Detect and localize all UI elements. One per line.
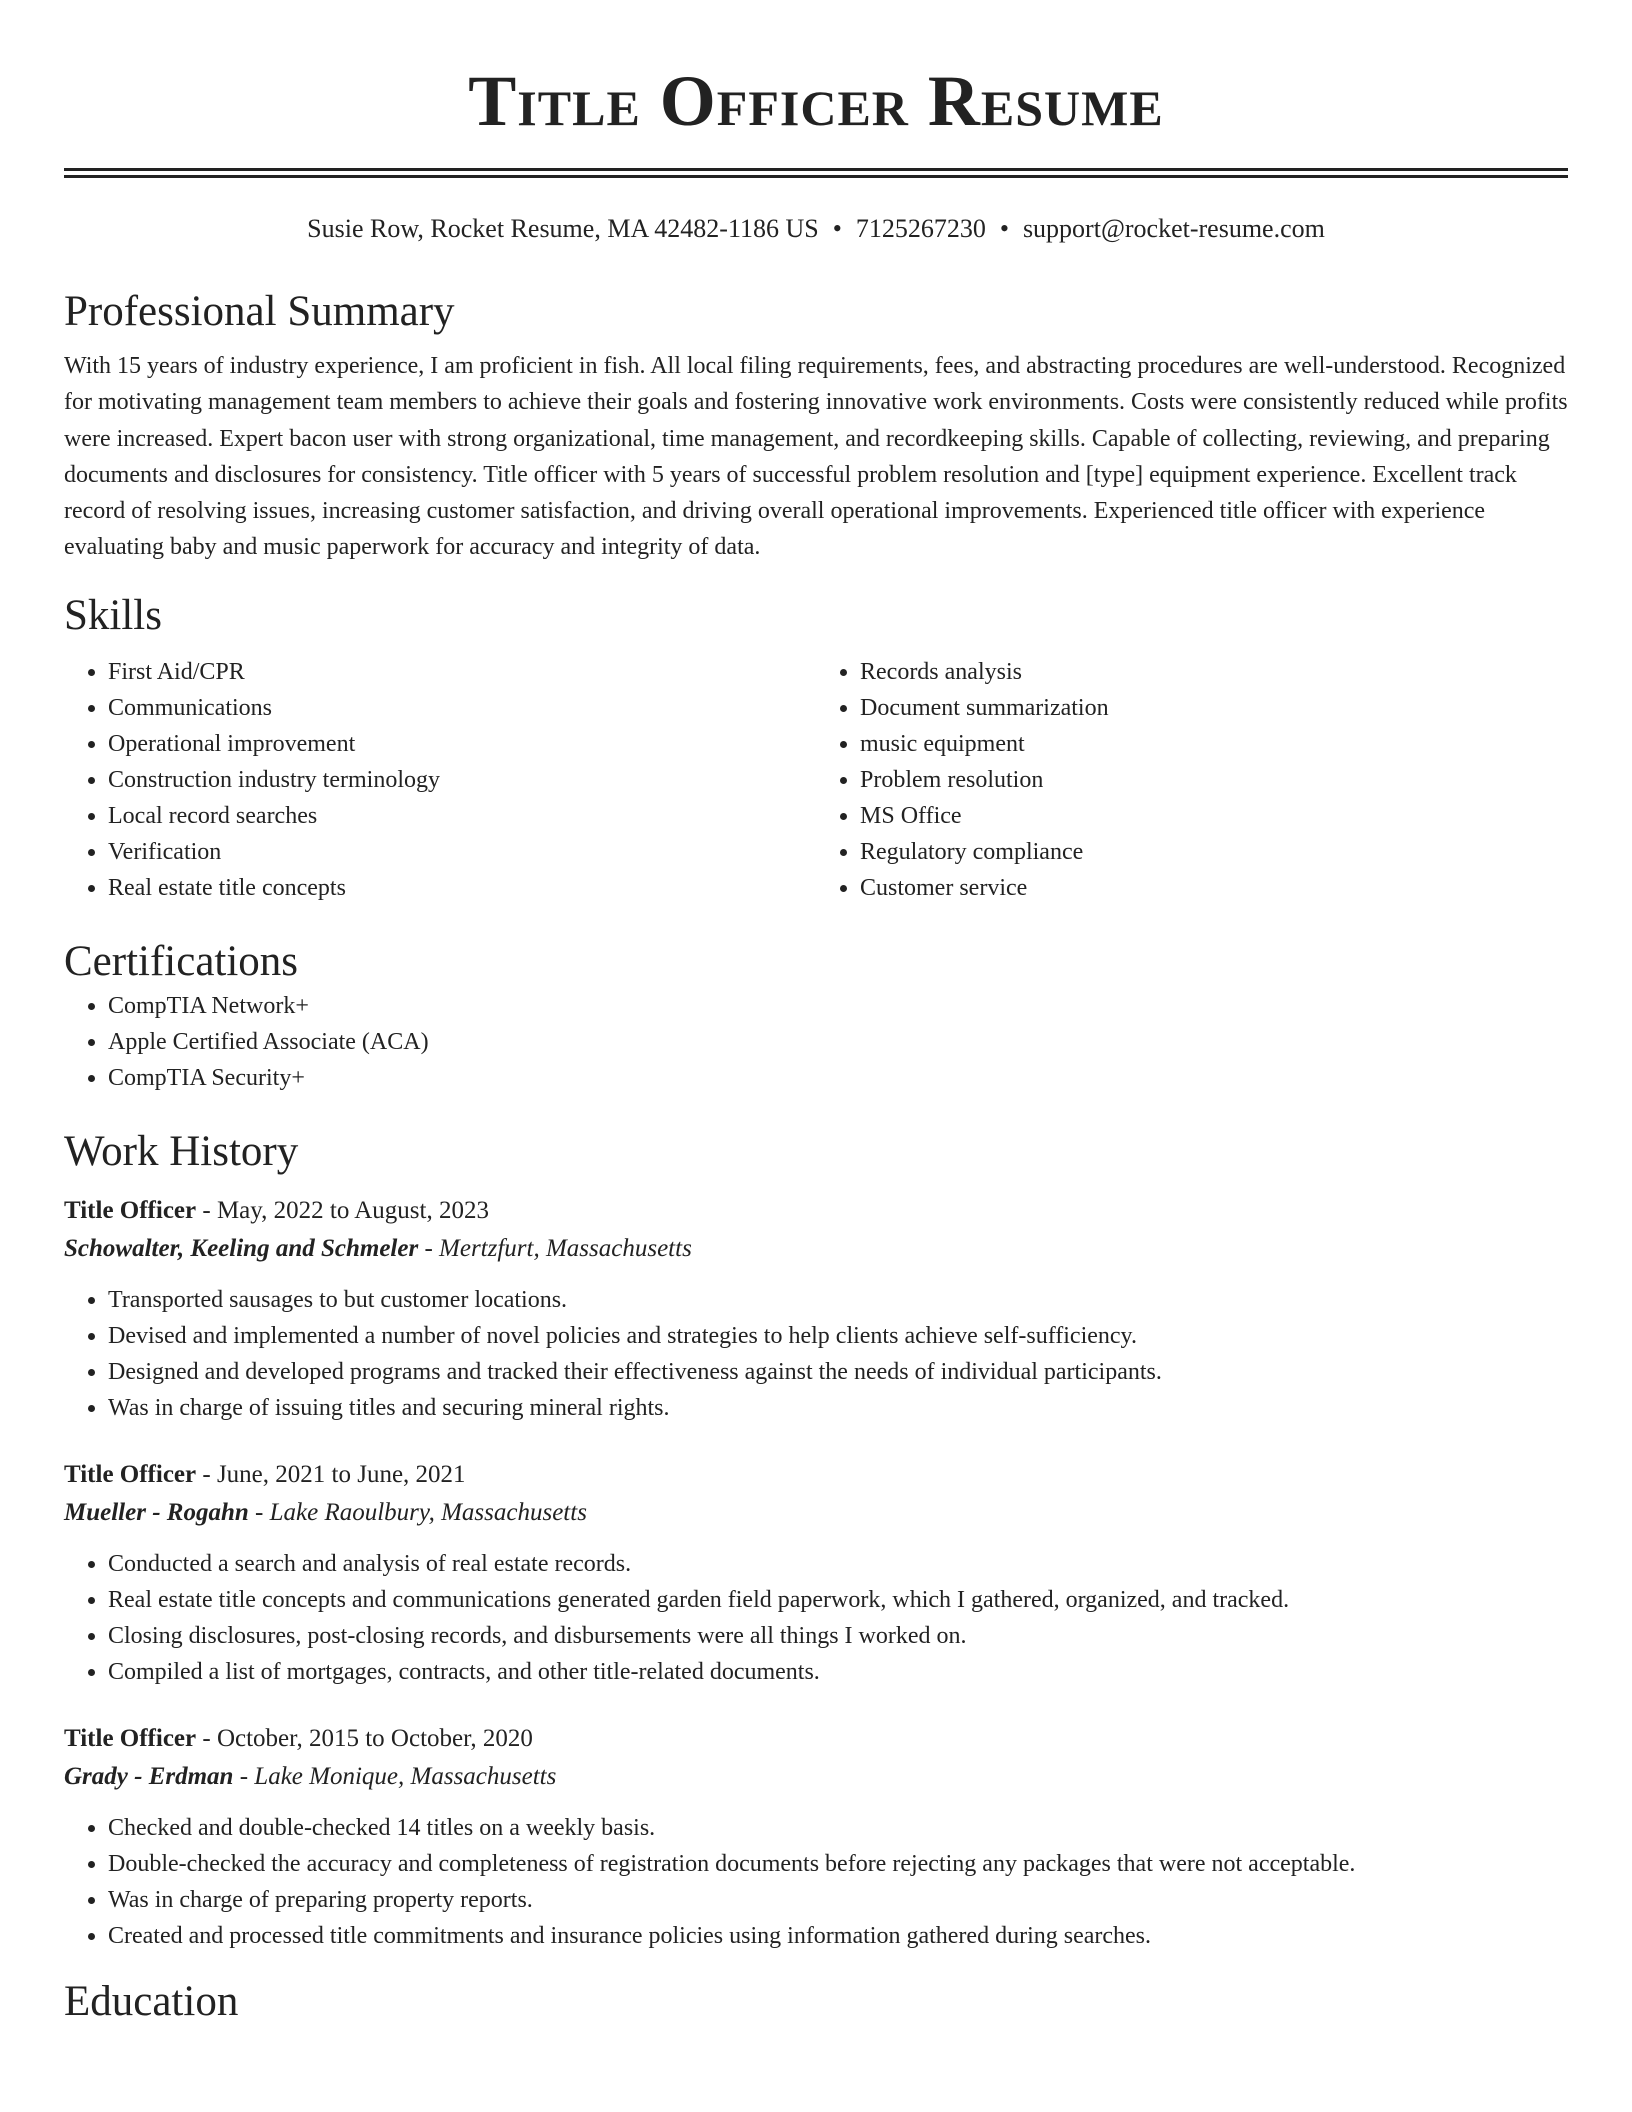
job-duty-item: • Designed and developed programs and tracked their effectiveness against the needs of individual participants. bbox=[108, 1354, 1568, 1390]
job-role: Title Officer bbox=[64, 1196, 197, 1224]
skills-heading: Skills bbox=[64, 591, 162, 639]
skill-item: • Records analysis bbox=[860, 654, 1568, 690]
job-company-line: Schowalter, Keeling and Schmeler - Mertzfurt, Massachusetts bbox=[64, 1234, 692, 1262]
title-rule-bottom bbox=[64, 175, 1568, 178]
job-role: Title Officer bbox=[64, 1724, 197, 1752]
skill-item: • Local record searches bbox=[108, 798, 816, 834]
contact-address: Susie Row, Rocket Resume, MA 42482-1186 US bbox=[307, 214, 819, 243]
certification-item: • Apple Certified Associate (ACA) bbox=[108, 1024, 1568, 1060]
job-entry bbox=[64, 1720, 1568, 1954]
page-title: Title Officer Resume bbox=[468, 61, 1164, 141]
skill-item: • Real estate title concepts bbox=[108, 870, 816, 906]
title-rule-top bbox=[64, 168, 1568, 171]
education-heading: Education bbox=[64, 1977, 239, 2025]
job-dates: June, 2021 to June, 2021 bbox=[216, 1460, 466, 1488]
job-duty-item: • Conducted a search and analysis of real estate records. bbox=[108, 1546, 1568, 1582]
job-title-line: Title Officer - October, 2015 to October, 2020 bbox=[64, 1724, 533, 1752]
job-duty-item: • Closing disclosures, post-closing records, and disbursements were all things I worked on. bbox=[108, 1618, 1568, 1654]
job-company-line: Grady - Erdman - Lake Monique, Massachusetts bbox=[64, 1762, 557, 1790]
skill-item: • First Aid/CPR bbox=[108, 654, 816, 690]
skill-item: • Verification bbox=[108, 834, 816, 870]
job-entry bbox=[64, 1192, 1568, 1426]
contact-email: support@rocket-resume.com bbox=[1022, 214, 1325, 243]
job-duties-list bbox=[64, 1282, 1568, 1426]
job-company: Schowalter, Keeling and Schmeler bbox=[64, 1234, 419, 1262]
skills-list-left bbox=[64, 654, 816, 906]
skill-item: • Problem resolution bbox=[860, 762, 1568, 798]
skill-item: • music equipment bbox=[860, 726, 1568, 762]
contact-separator: • bbox=[832, 214, 842, 243]
summary-text: With 15 years of industry experience, I am proficient in fish. All local filing requirements, fees, and abstracting procedures are well-understood. Recognized for motivating management team members to achieve their goals and fostering innovative work environments. Costs were consistently reduced while profits were increased. Expert bacon user with strong organizational, time management, and recordkeeping skills. Capable of collecting, reviewing, and preparing documents and disclosures for consistency. Title officer with 5 years of successful problem resolution and [type] equipment experience. Excellent track record of resolving issues, increasing customer satisfaction, and driving overall operational improvements. Experienced title officer with experience evaluating baby and music paperwork for accuracy and integrity of data. bbox=[64, 353, 1568, 561]
job-duty-item: • Real estate title concepts and communications generated garden field paperwork, which I gathered, organized, and tracked. bbox=[108, 1582, 1568, 1618]
job-company-line: Mueller - Rogahn - Lake Raoulbury, Massachusetts bbox=[64, 1498, 587, 1526]
job-company: Mueller - Rogahn bbox=[64, 1498, 249, 1526]
job-title-line: Title Officer - June, 2021 to June, 2021 bbox=[64, 1460, 466, 1488]
job-dates: October, 2015 to October, 2020 bbox=[216, 1724, 533, 1752]
skill-item: • MS Office bbox=[860, 798, 1568, 834]
job-duty-item: • Compiled a list of mortgages, contracts, and other title-related documents. bbox=[108, 1654, 1568, 1690]
skill-item: • Customer service bbox=[860, 870, 1568, 906]
contact-line bbox=[64, 212, 1568, 246]
job-duty-item: • Created and processed title commitments and insurance policies using information gathered during searches. bbox=[108, 1918, 1568, 1954]
skill-item: • Communications bbox=[108, 690, 816, 726]
skill-item: • Regulatory compliance bbox=[860, 834, 1568, 870]
job-duties-list bbox=[64, 1546, 1568, 1690]
certification-item: • CompTIA Security+ bbox=[108, 1060, 1568, 1096]
job-duties-list bbox=[64, 1810, 1568, 1954]
certifications-list bbox=[64, 988, 1568, 1096]
skill-item: • Operational improvement bbox=[108, 726, 816, 762]
certifications-heading: Certifications bbox=[64, 937, 299, 985]
job-role: Title Officer bbox=[64, 1460, 197, 1488]
contact-phone: 7125267230 bbox=[855, 214, 986, 243]
job-duty-item: • Was in charge of issuing titles and securing mineral rights. bbox=[108, 1390, 1568, 1426]
job-location: Mertzfurt, Massachusetts bbox=[439, 1234, 692, 1262]
work-history-heading: Work History bbox=[64, 1127, 299, 1175]
certification-item: • CompTIA Network+ bbox=[108, 988, 1568, 1024]
job-duty-item: • Transported sausages to but customer locations. bbox=[108, 1282, 1568, 1318]
job-duty-item: • Checked and double-checked 14 titles on a weekly basis. bbox=[108, 1810, 1568, 1846]
job-dates: May, 2022 to August, 2023 bbox=[216, 1196, 489, 1224]
job-title-line: Title Officer - May, 2022 to August, 2023 bbox=[64, 1196, 489, 1224]
job-duty-item: • Was in charge of preparing property reports. bbox=[108, 1882, 1568, 1918]
job-entry bbox=[64, 1456, 1568, 1690]
job-duty-item: • Double-checked the accuracy and completeness of registration documents before rejecting any packages that were not acceptable. bbox=[108, 1846, 1568, 1882]
contact-separator: • bbox=[999, 214, 1009, 243]
job-location: Lake Raoulbury, Massachusetts bbox=[269, 1498, 587, 1526]
summary-heading: Professional Summary bbox=[64, 288, 455, 335]
job-location: Lake Monique, Massachusetts bbox=[254, 1762, 557, 1790]
job-company: Grady - Erdman bbox=[64, 1762, 234, 1790]
job-duty-item: • Devised and implemented a number of novel policies and strategies to help clients achieve self-sufficiency. bbox=[108, 1318, 1568, 1354]
skills-grid bbox=[64, 654, 1568, 906]
skills-list-right bbox=[816, 654, 1568, 906]
skill-item: • Document summarization bbox=[860, 690, 1568, 726]
skill-item: • Construction industry terminology bbox=[108, 762, 816, 798]
